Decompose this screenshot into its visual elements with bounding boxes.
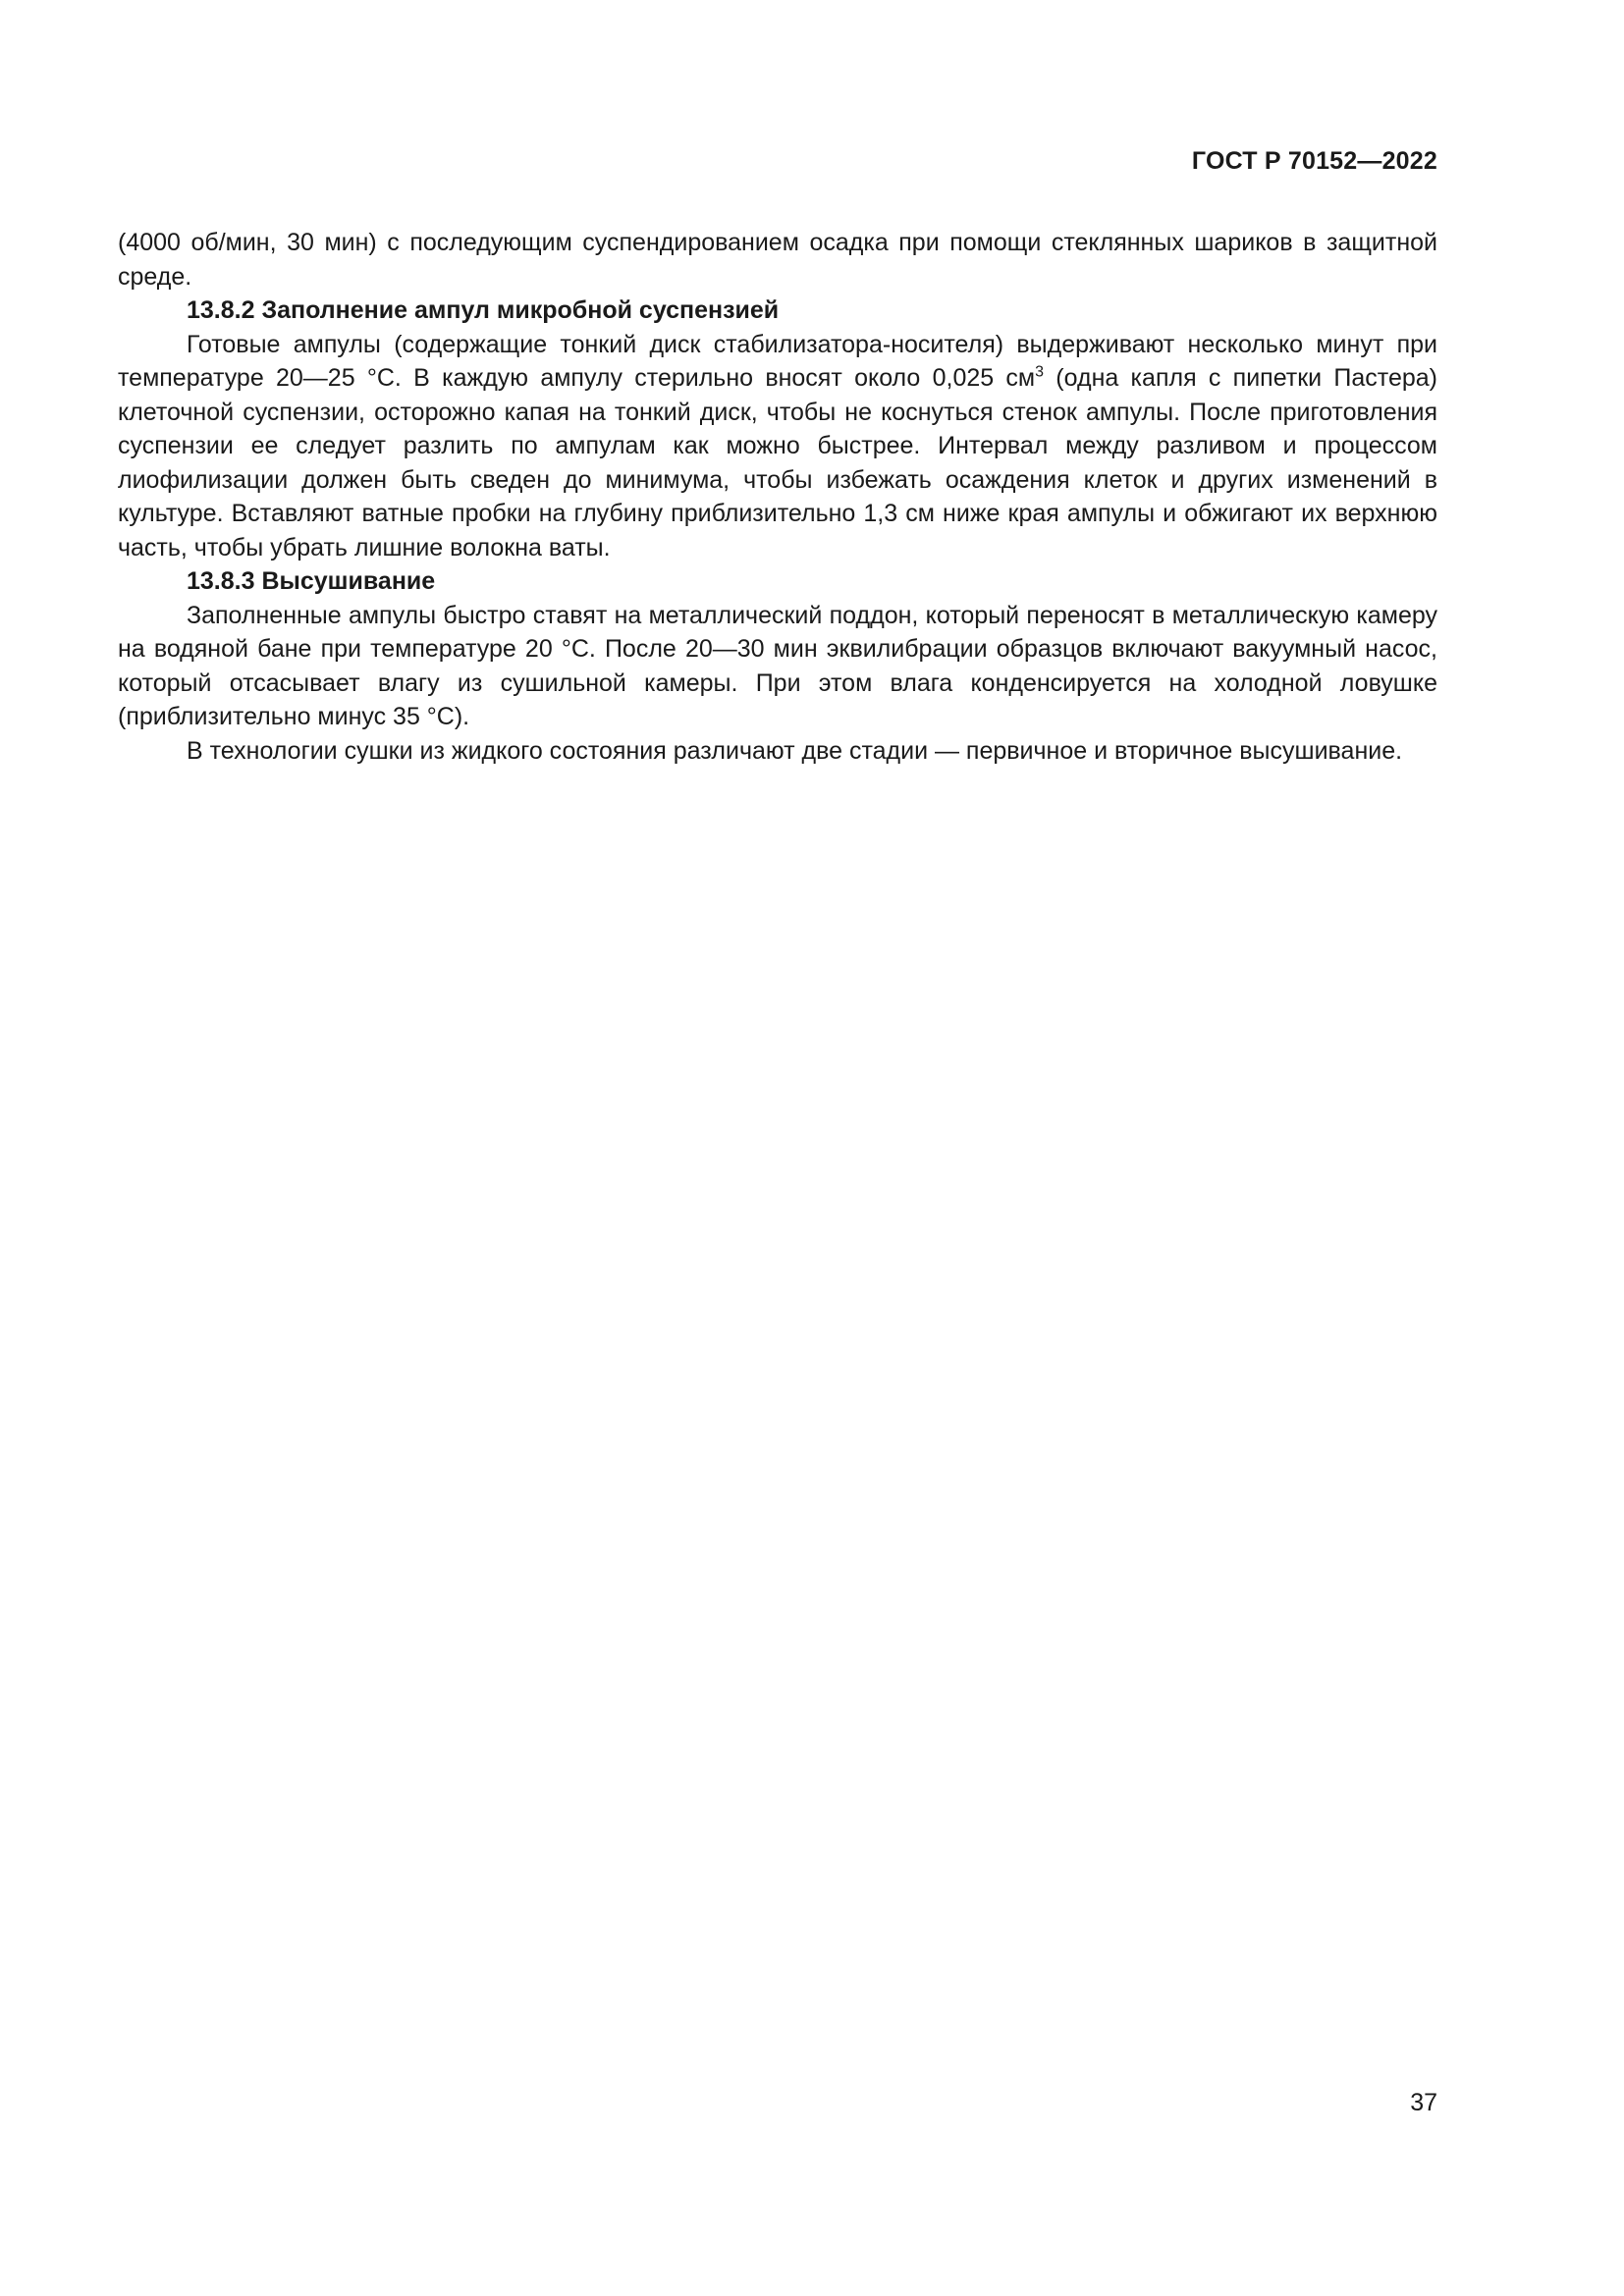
standard-code: ГОСТ Р 70152—2022 (1191, 147, 1437, 175)
page-number: 37 (1410, 2089, 1437, 2116)
document-body (118, 226, 1437, 768)
section-heading-13-8-3: 13.8.3 Высушивание (187, 567, 436, 595)
paragraph-13-8-2 (118, 328, 1437, 565)
superscript-cube: 3 (1035, 363, 1045, 381)
paragraph-13-8-2-part-2: (одна капля с пипетки Пастера) клеточной суспензии, осторожно капая на тонкий диск, чтобы не коснуться стенок ампулы. После приготовления суспензии ее следует разлить по ампулам как можно быстрее. Интервал между разливом и процессом лиофилизации должен быть сведен до минимума, чтобы избежать осаждения клеток и других изменений в культуре. Вставляют ватные пробки на глубину приблизительно 1,3 см ниже края ампулы и обжигают их верхнюю часть, чтобы убрать лишние волокна ваты. (118, 364, 1437, 561)
paragraph-13-8-3-a: Заполненные ампулы быстро ставят на металлический поддон, который переносят в металлическую камеру на водяной бане при температуре 20 °С. После 20—30 мин эквилибрации образцов включают вакуумный насос, который отсасывает влагу из сушильной камеры. При этом влага конденсируется на холодной ловушке (приблизительно минус 35 °С). (118, 601, 1437, 730)
paragraph-13-8-3-b: В технологии сушки из жидкого состояния различают две стадии — первичное и вторичное высушивание. (187, 736, 1403, 765)
paragraph-continuation: (4000 об/мин, 30 мин) с последующим суспендированием осадка при помощи стеклянных шариков в защитной среде. (118, 229, 1437, 291)
section-heading-13-8-2: 13.8.2 Заполнение ампул микробной суспензией (187, 296, 780, 324)
paragraph-13-8-2-part-1: Готовые ампулы (содержащие тонкий диск стабилизатора-носителя) выдерживают несколько минут при температуре 20—25 °С. В каждую ампулу стерильно вносят около 0,025 см (118, 330, 1437, 392)
